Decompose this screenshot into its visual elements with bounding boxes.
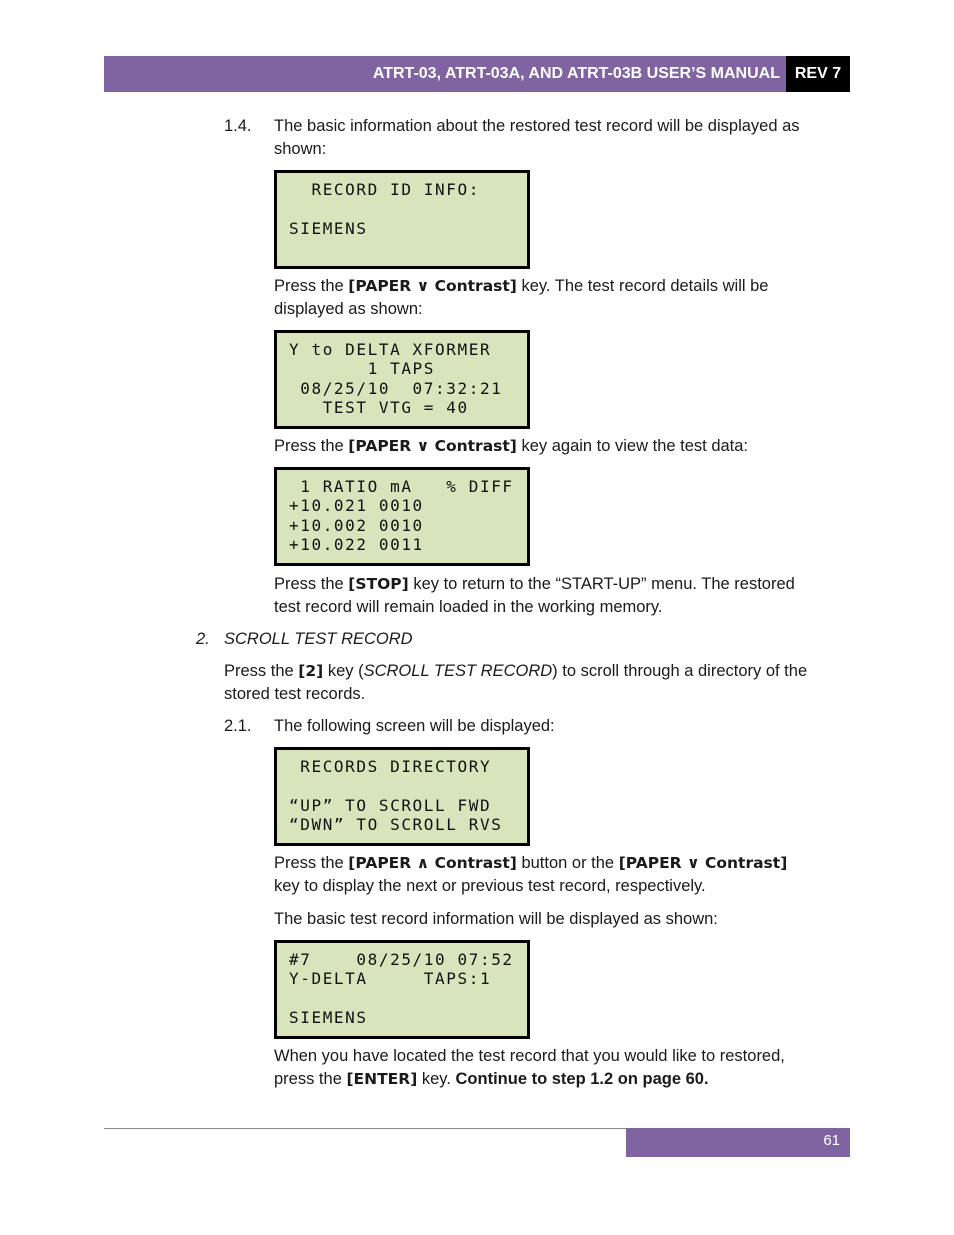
key-paper-up: [PAPER ∧ Contrast] bbox=[348, 854, 517, 872]
lcd-line: +10.021 0010 bbox=[289, 496, 424, 516]
instruction-basic-info: The basic test record information will be displayed as shown: bbox=[274, 910, 718, 928]
manual-title: ATRT-03, ATRT-03A, AND ATRT-03B USER’S MANUAL bbox=[372, 65, 780, 82]
lcd-line bbox=[277, 199, 527, 218]
step-text: The basic information about the restored test record will be displayed as bbox=[274, 117, 800, 135]
continue-reference: Continue to step 1.2 on page 60. bbox=[455, 1070, 709, 1088]
revision-badge: REV 7 bbox=[786, 56, 850, 92]
instruction-text-cont: key to display the next or previous test record, respectively. bbox=[274, 877, 706, 895]
lcd-record-id-info bbox=[274, 170, 530, 269]
key-enter: [ENTER] bbox=[346, 1070, 418, 1088]
instruction-scroll: Press the [2] key (SCROLL TEST RECORD) to scroll through a directory of the bbox=[224, 662, 808, 680]
key-stop: [STOP] bbox=[348, 575, 409, 593]
key-paper-down: [PAPER ∨ Contrast] bbox=[618, 854, 788, 872]
key-paper-down: [PAPER ∨ Contrast] bbox=[348, 277, 517, 295]
lcd-line: 1 RATIO mA % DIFF bbox=[289, 477, 514, 496]
lcd-line: +10.022 0011 bbox=[289, 535, 424, 555]
lcd-line: +10.002 0010 bbox=[289, 515, 424, 535]
lcd-records-directory bbox=[274, 747, 530, 846]
lcd-line bbox=[277, 776, 527, 795]
lcd-line: “UP” TO SCROLL FWD bbox=[289, 795, 492, 815]
section-title: SCROLL TEST RECORD bbox=[224, 630, 413, 648]
lcd-line: “DWN” TO SCROLL RVS bbox=[289, 815, 503, 835]
lcd-line: SIEMENS bbox=[289, 218, 368, 238]
lcd-test-record-details bbox=[274, 330, 530, 429]
key-paper-down: [PAPER ∨ Contrast] bbox=[348, 437, 517, 455]
lcd-line: 1 TAPS bbox=[289, 359, 436, 379]
footer-rule bbox=[104, 1128, 626, 1129]
instruction-paper-up-down: Press the [PAPER ∧ Contrast] button or the [PAPER ∨ Contrast] bbox=[274, 854, 788, 872]
lcd-line: #7 08/25/10 07:52 bbox=[289, 950, 514, 969]
instruction-paper-down: Press the [PAPER ∨ Contrast] key. The test record details will be bbox=[274, 277, 769, 295]
instruction-enter: When you have located the test record that you would like to restored, bbox=[274, 1047, 785, 1065]
lcd-record-summary bbox=[274, 940, 530, 1039]
step-text-cont: shown: bbox=[274, 140, 327, 158]
lcd-line bbox=[277, 989, 527, 1008]
instruction-text-cont: test record will remain loaded in the working memory. bbox=[274, 598, 663, 616]
step-number: 1.4. bbox=[224, 117, 252, 135]
page-number: 61 bbox=[823, 1132, 840, 1149]
lcd-line: Y to DELTA XFORMER bbox=[289, 340, 492, 359]
lcd-test-data bbox=[274, 467, 530, 566]
lcd-line: Y-DELTA TAPS:1 bbox=[289, 969, 492, 989]
instruction-paper-down-again: Press the [PAPER ∨ Contrast] key again to view the test data: bbox=[274, 437, 749, 455]
instruction-stop: Press the [STOP] key to return to the “START-UP” menu. The restored bbox=[274, 575, 795, 593]
instruction-enter-cont: press the [ENTER] key. Continue to step 1.2 on page 60. bbox=[274, 1070, 709, 1088]
section-number: 2. bbox=[196, 630, 210, 648]
lcd-line: TEST VTG = 40 bbox=[289, 398, 469, 418]
lcd-line: RECORD ID INFO: bbox=[289, 180, 480, 199]
instruction-text-cont: stored test records. bbox=[224, 685, 366, 703]
key-2: [2] bbox=[298, 662, 324, 680]
lcd-line bbox=[277, 238, 527, 257]
lcd-line: SIEMENS bbox=[289, 1008, 368, 1028]
instruction-text-cont: displayed as shown: bbox=[274, 300, 423, 318]
step-text: The following screen will be displayed: bbox=[274, 717, 555, 735]
step-number: 2.1. bbox=[224, 717, 252, 735]
lcd-line: 08/25/10 07:32:21 bbox=[289, 378, 503, 398]
lcd-line: RECORDS DIRECTORY bbox=[289, 757, 492, 776]
